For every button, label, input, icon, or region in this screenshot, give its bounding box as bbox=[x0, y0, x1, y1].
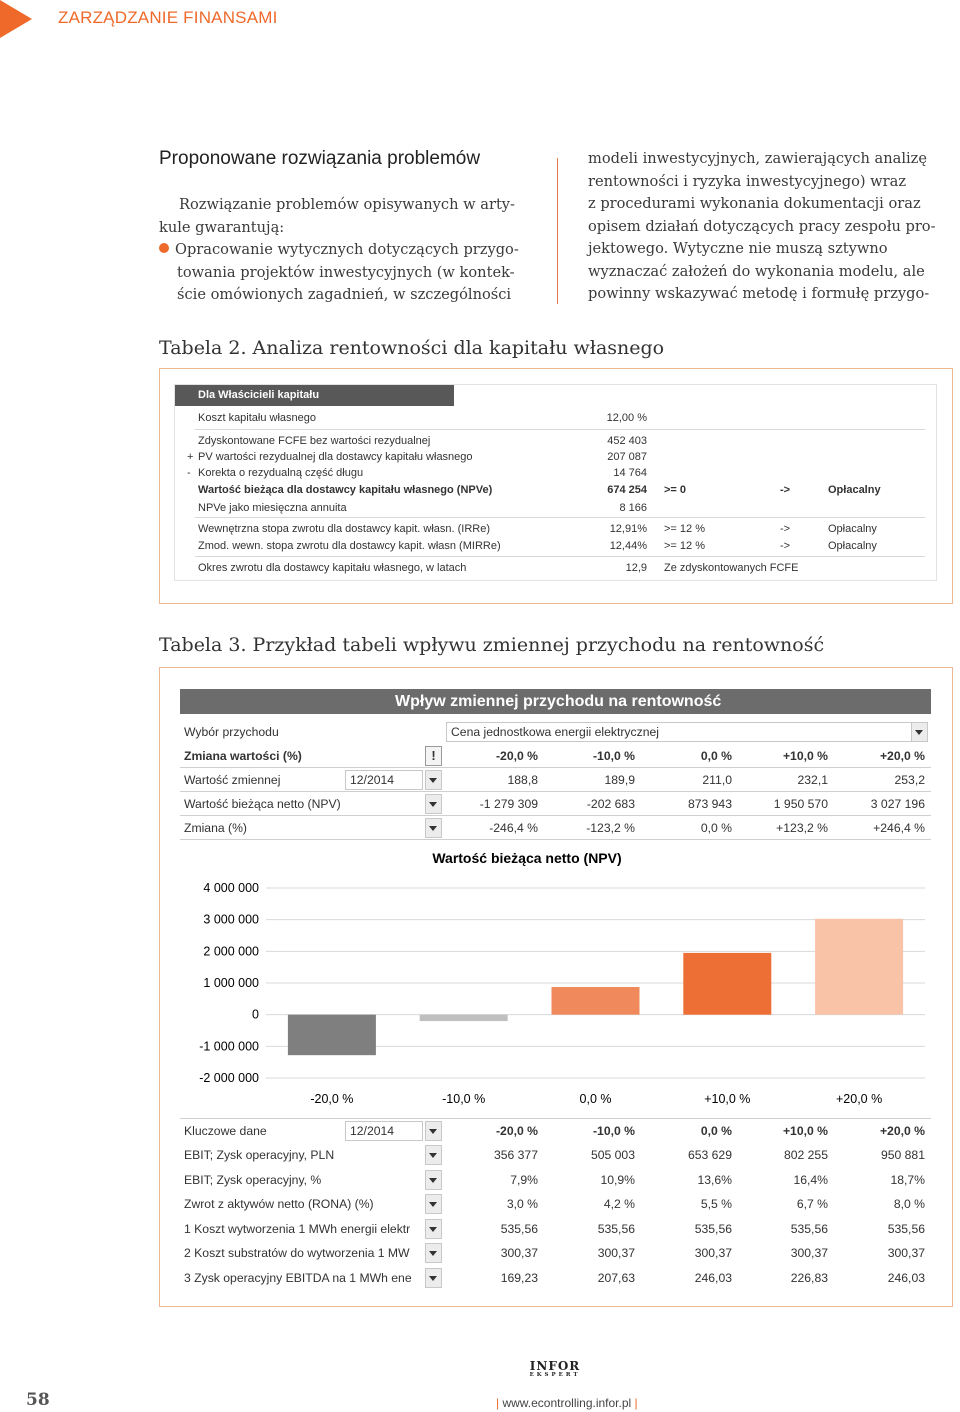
row-label: Zmiana (%) bbox=[184, 821, 247, 835]
selector-label: Wybór przychodu bbox=[184, 725, 279, 739]
row-cell: 535,56 bbox=[597, 1221, 635, 1236]
separator: | bbox=[496, 1396, 503, 1410]
bar bbox=[288, 1015, 376, 1056]
chart-title: Wartość bieżąca netto (NPV) bbox=[432, 850, 622, 866]
footer-url bbox=[496, 1396, 638, 1410]
text-line: towania projektów inwestycyjnych (w kontek- bbox=[177, 263, 515, 281]
row-cell: 189,9 bbox=[604, 773, 635, 787]
chart-labels bbox=[199, 881, 882, 1106]
row-cell: +246,4 % bbox=[873, 821, 925, 835]
table-row bbox=[175, 538, 936, 555]
x-tick-label: -10,0 % bbox=[442, 1092, 486, 1106]
y-tick-label: 3 000 000 bbox=[203, 912, 259, 927]
row-label: Wewnętrzna stopa zwrotu dla dostawcy kapit. własn. (IRRe) bbox=[198, 523, 491, 535]
text-line: Rozwiązanie problemów opisywanych w arty- bbox=[179, 196, 515, 213]
bar bbox=[552, 987, 640, 1015]
chevron-down-icon[interactable] bbox=[425, 1194, 442, 1214]
table-row bbox=[175, 465, 936, 482]
table-row bbox=[180, 744, 931, 768]
column-header: +10,0 % bbox=[782, 1124, 828, 1138]
row-value: 452 403 bbox=[607, 435, 647, 447]
row-value: 14 764 bbox=[613, 467, 647, 479]
row-cell: 505 003 bbox=[590, 1148, 635, 1162]
row-cell: 300,37 bbox=[694, 1246, 732, 1261]
row-label: Korekta o rezydualną część długu bbox=[198, 467, 364, 479]
row-cell: 0,0 % bbox=[700, 821, 732, 835]
revenue-selector[interactable]: Cena jednostkowa energii elektrycznej bbox=[446, 722, 912, 742]
column-header: -20,0 % bbox=[495, 1124, 538, 1138]
row-cell: 232,1 bbox=[797, 773, 828, 787]
alert-icon[interactable]: ! bbox=[425, 746, 442, 766]
chevron-down-icon[interactable] bbox=[425, 1219, 442, 1239]
article-heading: Proponowane rozwiązania problemów bbox=[159, 148, 481, 169]
y-tick-label: 1 000 000 bbox=[203, 976, 259, 990]
row-cell: 8,0 % bbox=[893, 1197, 925, 1212]
row-divider bbox=[195, 556, 925, 557]
row-cell: 18,7% bbox=[890, 1172, 925, 1187]
row-label: Zdyskontowane FCFE bez wartości rezydualnej bbox=[198, 435, 431, 447]
article-left-column bbox=[159, 194, 541, 307]
row-cell: 802 255 bbox=[783, 1148, 828, 1162]
table-row bbox=[175, 521, 936, 538]
row-label: 2 Koszt substratów do wytworzenia 1 MW bbox=[184, 1246, 410, 1261]
table-row bbox=[180, 1143, 931, 1167]
table-row bbox=[180, 1241, 931, 1265]
npv-bar-chart bbox=[180, 842, 931, 1112]
infor-logo bbox=[525, 1360, 585, 1379]
row-cell: -123,2 % bbox=[586, 821, 635, 835]
row-cell: 246,03 bbox=[887, 1271, 925, 1285]
row-label: Zwrot z aktywów netto (RONA) (%) bbox=[184, 1197, 374, 1212]
column-header: -10,0 % bbox=[592, 1124, 635, 1138]
row-cell: 211,0 bbox=[702, 773, 732, 787]
row-label: NPVe jako miesięczna annuita bbox=[198, 502, 347, 514]
row-arrow: -> bbox=[780, 523, 791, 535]
text-line: wyznaczać założeń do wykonania modelu, ale bbox=[588, 262, 925, 280]
y-tick-label: -2 000 000 bbox=[199, 1071, 259, 1085]
row-cell: 300,37 bbox=[500, 1246, 538, 1261]
row-sign: + bbox=[187, 451, 194, 463]
table3-top-grid bbox=[180, 716, 931, 840]
row-value: 12,00 % bbox=[606, 412, 647, 424]
chevron-down-icon[interactable] bbox=[425, 1243, 442, 1263]
table3-bottom-grid bbox=[180, 1116, 931, 1292]
table-row bbox=[180, 1192, 931, 1216]
row-sign: - bbox=[187, 467, 191, 479]
table-row bbox=[180, 1168, 931, 1192]
table2-content bbox=[175, 385, 936, 580]
y-tick-label: 2 000 000 bbox=[203, 944, 259, 959]
period-selector[interactable]: 12/2014 bbox=[345, 770, 423, 790]
row-value: 207 087 bbox=[607, 451, 647, 463]
row-label: Zmiana wartości (%) bbox=[184, 749, 302, 763]
row-label: Okres zwrotu dla dostawcy kapitału własnego, w latach bbox=[198, 562, 467, 574]
row-value: 674 254 bbox=[607, 484, 647, 496]
row-label: Wartość bieżąca dla dostawcy kapitału własnego (NPVe) bbox=[198, 484, 493, 496]
period-selector-bottom[interactable]: 12/2014 bbox=[345, 1121, 423, 1141]
text-line: ście omówionych zagadnień, w szczególności bbox=[177, 286, 512, 303]
row-arrow: -> bbox=[780, 484, 791, 496]
column-header: 0,0 % bbox=[700, 1124, 732, 1138]
section-title: ZARZĄDZANIE FINANSAMI bbox=[58, 8, 278, 27]
row-cell: +10,0 % bbox=[782, 749, 828, 763]
row-label: 1 Koszt wytworzenia 1 MWh energii elektr bbox=[184, 1221, 411, 1236]
row-cell: 653 629 bbox=[687, 1148, 732, 1162]
text-line: z procedurami wykonania dokumentacji oraz bbox=[588, 195, 921, 212]
row-label: Wartość zmiennej bbox=[184, 773, 281, 787]
row-value: 12,44% bbox=[609, 540, 647, 552]
row-cell: 226,83 bbox=[790, 1271, 828, 1285]
bar bbox=[815, 919, 903, 1015]
column-divider bbox=[557, 158, 558, 304]
row-cell: 873 943 bbox=[687, 797, 732, 811]
row-cell: 5,5 % bbox=[700, 1197, 732, 1212]
text-line: Opracowanie wytycznych dotyczących przygo- bbox=[175, 241, 519, 258]
row-cell: +123,2 % bbox=[776, 821, 828, 835]
chevron-down-icon[interactable] bbox=[911, 722, 928, 742]
row-cell: +20,0 % bbox=[879, 749, 925, 763]
row-cell: 356 377 bbox=[493, 1148, 538, 1162]
row-arrow: -> bbox=[780, 540, 791, 552]
logo-subtext: EKSPERT bbox=[529, 1372, 581, 1378]
section-marker-icon bbox=[0, 0, 32, 38]
table-row bbox=[175, 482, 936, 499]
row-value: 8 166 bbox=[619, 502, 647, 514]
table2-header: Dla Właścicieli kapitału bbox=[175, 385, 454, 406]
row-cell: 535,56 bbox=[500, 1221, 538, 1236]
table-row bbox=[180, 768, 931, 792]
row-label: EBIT; Zysk operacyjny, % bbox=[184, 1172, 322, 1187]
row-cell: -1 279 309 bbox=[479, 797, 538, 811]
row-cell: -10,0 % bbox=[592, 749, 635, 763]
row-cell: 246,03 bbox=[694, 1271, 732, 1285]
row-cell: 6,7 % bbox=[796, 1197, 828, 1212]
row-label: EBIT; Zysk operacyjny, PLN bbox=[184, 1148, 335, 1162]
row-cell: 1 950 570 bbox=[773, 797, 828, 811]
row-cell: 7,9% bbox=[510, 1172, 538, 1187]
column-header: +20,0 % bbox=[879, 1124, 925, 1138]
row-cell: 300,37 bbox=[597, 1246, 635, 1261]
row-criterion: >= 0 bbox=[664, 484, 687, 496]
table3-title: Wpływ zmiennej przychodu na rentowność bbox=[180, 689, 931, 714]
text-line: opisem działań dotyczących pracy zespołu pro- bbox=[588, 217, 936, 235]
row-cell: 253,2 bbox=[894, 773, 925, 787]
page-number: 58 bbox=[26, 1390, 50, 1410]
row-cell: 169,23 bbox=[500, 1271, 538, 1285]
table-header-row bbox=[180, 1119, 931, 1143]
row-cell: 3 027 196 bbox=[870, 797, 925, 811]
y-tick-label: 4 000 000 bbox=[203, 881, 259, 895]
row-cell: 10,9% bbox=[600, 1172, 635, 1187]
row-label: 3 Zysk operacyjny EBITDA na 1 MWh ene bbox=[184, 1271, 412, 1285]
row-cell: 3,0 % bbox=[506, 1197, 538, 1212]
separator: | bbox=[631, 1396, 638, 1410]
row-label: Koszt kapitału własnego bbox=[198, 412, 317, 424]
row-cell: 535,56 bbox=[887, 1221, 925, 1236]
bullet-icon bbox=[159, 243, 169, 253]
row-result: Opłacalny bbox=[828, 540, 877, 552]
row-divider bbox=[195, 517, 925, 518]
row-cell: 950 881 bbox=[880, 1148, 925, 1162]
table-row bbox=[175, 560, 936, 577]
y-tick-label: 0 bbox=[252, 1007, 259, 1022]
row-cell: -202 683 bbox=[586, 797, 635, 811]
row-value: 12,9 bbox=[625, 562, 647, 574]
table-row bbox=[180, 792, 931, 816]
row-criterion: >= 12 % bbox=[664, 540, 705, 552]
table-row bbox=[180, 816, 931, 840]
row-cell: 16,4% bbox=[793, 1172, 828, 1187]
bar bbox=[683, 953, 771, 1015]
row-cell: 300,37 bbox=[790, 1246, 828, 1261]
row-result: Opłacalny bbox=[828, 523, 877, 535]
row-cell: 535,56 bbox=[694, 1221, 732, 1236]
y-tick-label: -1 000 000 bbox=[199, 1039, 259, 1054]
chevron-down-icon[interactable] bbox=[425, 1170, 442, 1190]
text-line: powinny wskazywać metodę i formułę przygo- bbox=[588, 285, 930, 302]
table3-caption: Tabela 3. Przykład tabeli wpływu zmiennej przychodu na rentowność bbox=[159, 634, 825, 656]
row-cell: 207,63 bbox=[597, 1271, 635, 1285]
row-value: 12,91% bbox=[609, 523, 647, 535]
table-row bbox=[180, 1217, 931, 1241]
row-cell: 13,6% bbox=[697, 1172, 732, 1187]
row-divider bbox=[195, 429, 925, 430]
bar bbox=[420, 1015, 508, 1021]
row-cell: 188,8 bbox=[507, 773, 538, 787]
text-line: rentowności i ryzyka inwestycyjnego) wraz bbox=[588, 172, 907, 190]
table-row bbox=[175, 449, 936, 466]
row-divider bbox=[180, 839, 931, 840]
row-cell: -246,4 % bbox=[489, 821, 538, 835]
row-criterion: >= 12 % bbox=[664, 523, 705, 535]
table-row bbox=[180, 1266, 931, 1290]
x-tick-label: -20,0 % bbox=[310, 1092, 354, 1106]
row-cell: -20,0 % bbox=[495, 749, 538, 763]
x-tick-label: +20,0 % bbox=[835, 1092, 883, 1106]
footer-link[interactable]: www.econtrolling.infor.pl bbox=[502, 1396, 632, 1410]
chevron-down-icon[interactable] bbox=[425, 1145, 442, 1165]
article-right-column bbox=[588, 148, 952, 306]
table-row bbox=[175, 410, 936, 427]
table2-caption: Tabela 2. Analiza rentowności dla kapitału własnego bbox=[159, 337, 665, 359]
text-line: jektowego. Wytyczne nie muszą sztywno bbox=[588, 240, 888, 257]
row-label: Kluczowe dane bbox=[184, 1124, 267, 1138]
logo-text: INFOR bbox=[529, 1359, 581, 1373]
x-tick-label: 0,0 % bbox=[579, 1092, 612, 1106]
bullet-line bbox=[159, 239, 541, 262]
row-cell: 4,2 % bbox=[603, 1197, 635, 1212]
row-label: Wartość bieżąca netto (NPV) bbox=[184, 797, 341, 811]
row-cell: 300,37 bbox=[887, 1246, 925, 1261]
row-result: Opłacalny bbox=[828, 484, 881, 496]
row-criterion: Ze zdyskontowanych FCFE bbox=[664, 562, 799, 574]
row-label: Zmod. wewn. stopa zwrotu dla dostawcy kapit. własn (MIRRe) bbox=[198, 540, 501, 552]
text-line: modeli inwestycyjnych, zawierających analizę bbox=[588, 150, 927, 167]
table-row bbox=[175, 433, 936, 450]
row-label: PV wartości rezydualnej dla dostawcy kapitału własnego bbox=[198, 451, 473, 463]
text-line: kule gwarantują: bbox=[159, 218, 285, 236]
table-row bbox=[175, 500, 936, 517]
x-tick-label: +10,0 % bbox=[704, 1092, 751, 1106]
chart-bars bbox=[288, 919, 903, 1055]
row-cell: 535,56 bbox=[790, 1221, 828, 1236]
row-cell: 0,0 % bbox=[700, 749, 732, 763]
chevron-down-icon[interactable] bbox=[425, 1268, 442, 1288]
